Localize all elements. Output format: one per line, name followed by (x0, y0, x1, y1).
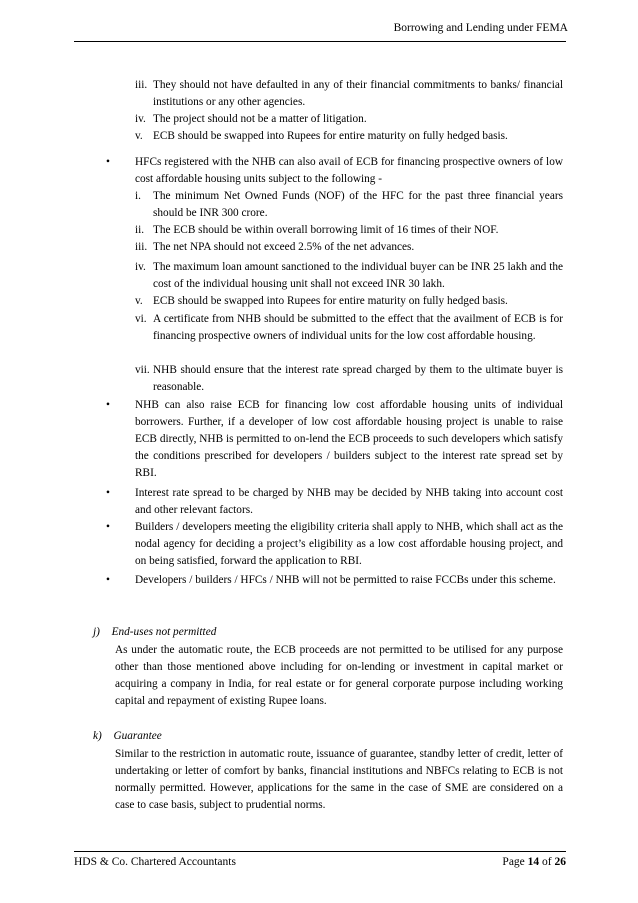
page-number (502, 856, 566, 868)
list-number: v. (135, 295, 143, 307)
list-item (135, 222, 563, 239)
bullet-icon: • (106, 156, 110, 168)
list-text: A certificate from NHB should be submitted to the effect that the availment of ECB is for financing prospective owners of individual units for the low cost affordable housing. (153, 313, 563, 342)
list-text: The net NPA should not exceed 2.5% of the net advances. (153, 241, 415, 253)
section-title: Guarantee (113, 730, 162, 742)
list-item (135, 239, 563, 256)
list-number: ii. (135, 224, 145, 236)
section-title: End-uses not permitted (111, 626, 217, 638)
list-text: NHB should ensure that the interest rate spread charged by them to the ultimate buyer is reasonable. (153, 364, 563, 393)
section-heading (93, 728, 162, 745)
bullet-icon: • (106, 399, 110, 411)
list-number: vi. (135, 313, 147, 325)
bullet-paragraph: Builders / developers meeting the eligibility criteria shall apply to NHB, which shall act as the nodal agency for deciding a project’s eligibility as a low cost affordable housing project, and on being satisfied, forward the application to RBI. (135, 521, 563, 567)
list-text: ECB should be swapped into Rupees for entire maturity on fully hedged basis. (153, 295, 508, 307)
footer-firm: HDS & Co. Chartered Accountants (74, 856, 236, 868)
page-current: 14 (527, 856, 540, 868)
list-item (135, 362, 563, 396)
section-label: k) (93, 730, 102, 742)
bullet-paragraph: HFCs registered with the NHB can also avail of ECB for financing prospective owners of low cost affordable housing units subject to the following - (135, 156, 563, 185)
list-item (135, 311, 563, 345)
list-text: The ECB should be within overall borrowing limit of 16 times of their NOF. (153, 224, 499, 236)
bullet-paragraph: Interest rate spread to be charged by NHB may be decided by NHB taking into account cost and other relevant factors. (135, 487, 563, 516)
bullet-icon: • (106, 487, 110, 499)
list-number: iii. (135, 241, 148, 253)
list-item (135, 293, 563, 310)
list-item (135, 188, 563, 222)
list-text: The project should not be a matter of litigation. (153, 113, 367, 125)
section-heading (93, 624, 216, 641)
bullet-icon: • (106, 574, 110, 586)
list-number: vii. (135, 364, 150, 376)
list-number: iv. (135, 113, 146, 125)
header-rule (74, 41, 566, 42)
list-item (135, 77, 563, 111)
footer-rule (74, 851, 566, 852)
list-text: The minimum Net Owned Funds (NOF) of the HFC for the past three financial years should be INR 300 crore. (153, 190, 563, 219)
list-text: They should not have defaulted in any of their financial commitments to banks/ financial institutions or any other agencies. (153, 79, 563, 108)
list-text: The maximum loan amount sanctioned to the individual buyer can be INR 25 lakh and the cost of the individual housing unit shall not exceed INR 30 lakh. (153, 261, 563, 290)
section-label: j) (93, 626, 100, 638)
bullet-paragraph: NHB can also raise ECB for financing low cost affordable housing units of individual borrowers. Further, if a developer of low cost affordable housing project is unable to raise ECB directly, NHB is permitted to on-lend the ECB proceeds to such developers which satisfy the conditions prescribed for developers / builders subject to the interest rate spread set by RBI. (135, 399, 563, 479)
list-number: iv. (135, 261, 146, 273)
list-number: v. (135, 130, 143, 142)
list-number: i. (135, 190, 141, 202)
page-total: 26 (554, 856, 566, 868)
page-header: Borrowing and Lending under FEMA (393, 22, 568, 34)
bullet-paragraph: Developers / builders / HFCs / NHB will not be permitted to raise FCCBs under this scheme. (135, 574, 556, 586)
list-item (135, 128, 563, 145)
section-paragraph: Similar to the restriction in automatic route, issuance of guarantee, standby letter of credit, letter of undertaking or letter of comfort by banks, financial institutions and NBFCs relating to ECB is not normally permitted. However, applications for the same in the case of SME are considered on a case to case basis, subject to prudential norms. (115, 748, 563, 811)
list-item (135, 259, 563, 293)
bullet-icon: • (106, 521, 110, 533)
list-text: ECB should be swapped into Rupees for entire maturity on fully hedged basis. (153, 130, 508, 142)
list-item (135, 111, 563, 128)
list-number: iii. (135, 79, 148, 91)
page-of: of (539, 856, 555, 868)
section-paragraph: As under the automatic route, the ECB proceeds are not permitted to be utilised for any purpose other than those mentioned above including for on-lending or investment in capital market or acquiring a company in India, for real estate or for general corporate purpose including working capital and repayment of existing Rupee loans. (115, 644, 563, 707)
page-prefix: Page (502, 856, 528, 868)
